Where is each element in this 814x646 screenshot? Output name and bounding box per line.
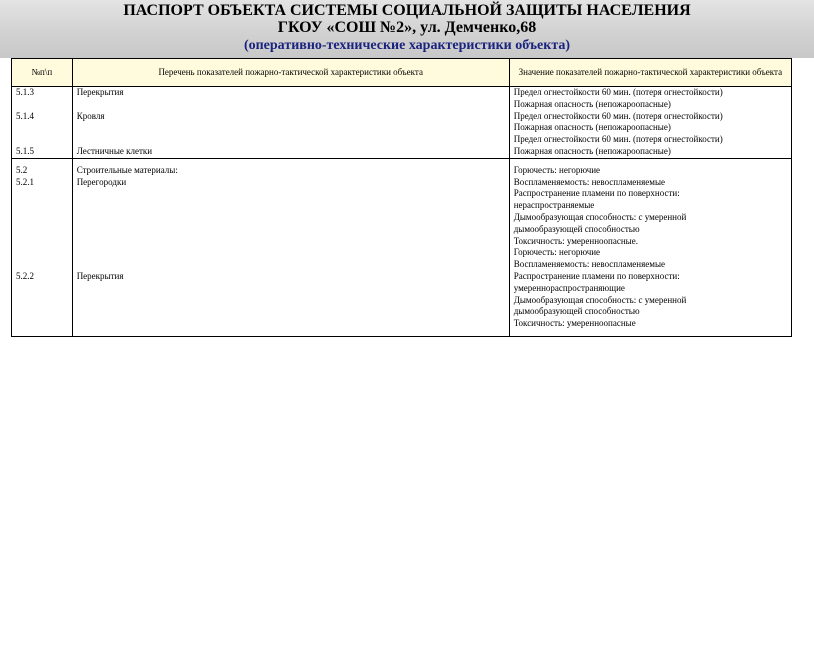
value-line: Горючесть: негорючие [513,247,601,258]
value-cell [509,158,791,336]
row-number-cell [12,87,73,159]
value-line: Предел огнестойкости 60 мин. (потеря огнестойкости) [513,110,723,121]
table-row [12,87,792,159]
value-line: Распространение пламени по поверхности: [513,188,680,199]
document-title: ПАСПОРТ ОБЪЕКТА СИСТЕМЫ СОЦИАЛЬНОЙ ЗАЩИТЫ НАСЕЛЕНИЯ [123,2,691,19]
value-line: нераспространяемые [513,200,595,211]
value-line: Токсичность: умеренноопасные. [513,235,638,246]
indicator-name: Строительные материалы: [76,164,178,175]
value-line: Токсичность: умеренноопасные [513,318,636,329]
row-number: 5.1.3 [16,87,34,97]
indicator-name: Перекрытия [76,270,124,281]
row-number: 5.2.2 [16,270,34,281]
column-header-number: №п\п [12,59,73,87]
row-number: 5.2 [16,164,28,175]
indicator-name: Перекрытия [76,87,124,97]
characteristics-table [11,58,792,337]
value-line: Дымообразующая способность: с умеренной [513,211,687,222]
value-line: дымообразующей способностью [513,306,640,317]
document-subtitle: (оперативно-технические характеристики объекта) [243,38,571,53]
table-row [12,158,792,336]
row-number: 5.1.5 [16,145,34,156]
indicator-name: Лестничные клетки [76,145,153,156]
indicator-cell [72,158,509,336]
column-header-value: Значение показателей пожарно-тактической характеристики объекта [509,59,791,87]
indicator-cell [72,87,509,159]
row-number: 5.1.4 [16,110,34,121]
value-line: Предел огнестойкости 60 мин. (потеря огнестойкости) [513,134,723,145]
value-line: Предел огнестойкости 60 мин. (потеря огнестойкости) [513,87,723,97]
indicator-name: Перегородки [76,176,127,187]
value-line: умереннораспространяющие [513,282,625,293]
object-name: ГКОУ «СОШ №2», ул. Демченко,68 [277,19,537,36]
value-line: Горючесть: негорючие [513,164,601,175]
value-line: Воспламеняемость: невоспламеняемые [513,259,665,270]
value-line: дымообразующей способностью [513,223,640,234]
value-line: Распространение пламени по поверхности: [513,270,680,281]
value-line: Пожарная опасность (непожароопасные) [513,145,671,156]
row-number: 5.2.1 [16,176,34,187]
value-line: Пожарная опасность (непожароопасные) [513,98,671,109]
column-header-indicator: Перечень показателей пожарно-тактической характеристики объекта [72,59,509,87]
value-line: Воспламеняемость: невоспламеняемые [513,176,665,187]
value-line: Пожарная опасность (непожароопасные) [513,122,671,133]
title-banner [0,0,814,58]
row-number-cell [12,158,73,336]
table-header-row [12,59,792,87]
indicator-name: Кровля [76,110,105,121]
value-cell [509,87,791,159]
value-line: Дымообразующая способность: с умеренной [513,294,687,305]
